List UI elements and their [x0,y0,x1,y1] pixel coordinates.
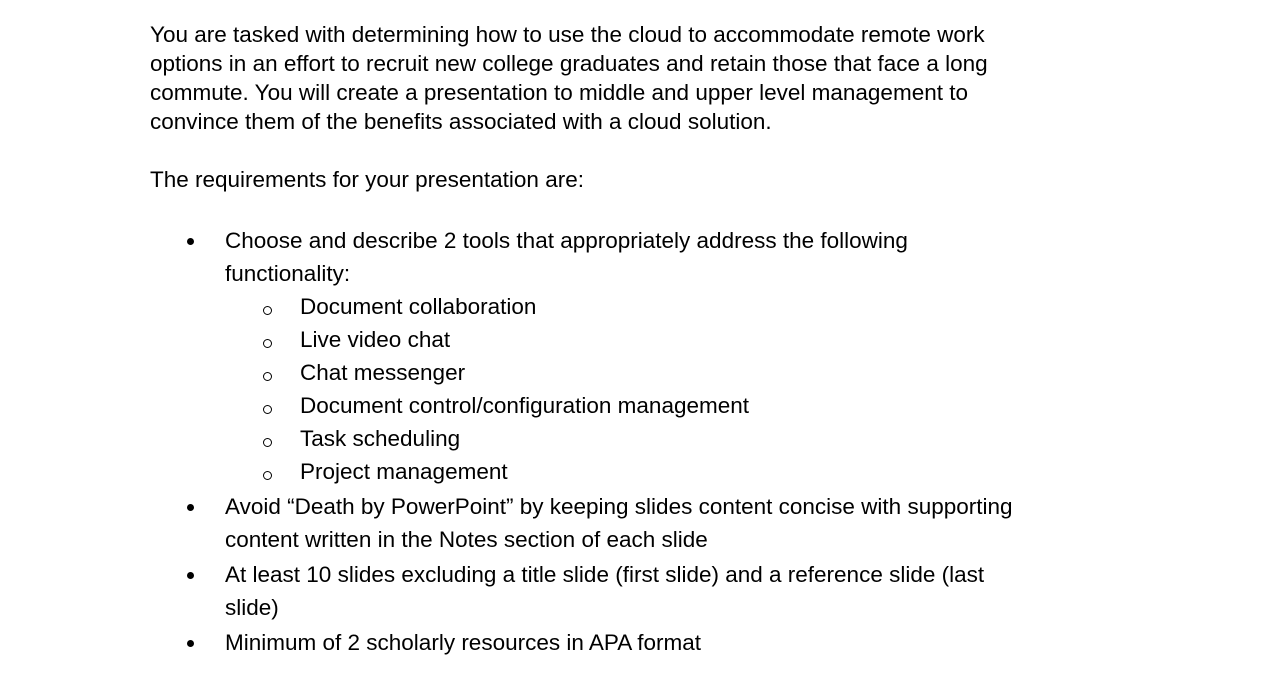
functionality-item [225,323,1150,356]
requirement-text-line: Avoid “Death by PowerPoint” by keeping slides content concise with supporting [225,494,1013,519]
functionality-item [225,422,1150,455]
functionality-label: Project management [300,459,508,484]
intro-line: options in an effort to recruit new college graduates and retain those that face a long [150,51,988,76]
requirement-item [150,490,1150,556]
functionality-item [225,290,1150,323]
functionality-label: Document control/configuration management [300,393,750,418]
hollow-circle-bullet-icon [263,306,272,315]
hollow-circle-bullet-icon [263,471,272,480]
requirement-item [150,626,1150,659]
functionality-item [225,356,1150,389]
functionality-item [225,389,1150,422]
hollow-circle-bullet-icon [263,405,272,414]
hollow-circle-bullet-icon [263,372,272,381]
hollow-circle-bullet-icon [263,339,272,348]
requirement-text-line: At least 10 slides excluding a title slide (first slide) and a reference slide (last [225,562,985,587]
bullet-icon [187,238,194,245]
bullet-icon [187,504,194,511]
intro-paragraph [150,20,1150,136]
intro-line: You are tasked with determining how to use the cloud to accommodate remote work [150,22,985,47]
requirement-text-line: Choose and describe 2 tools that appropriately address the following [225,228,908,253]
requirement-item [150,224,1150,488]
functionality-sublist [225,290,1150,488]
requirement-text-line: functionality: [225,261,351,286]
requirement-text-line: Minimum of 2 scholarly resources in APA format [225,630,702,655]
intro-line: convince them of the benefits associated with a cloud solution. [150,109,772,134]
functionality-label: Document collaboration [300,294,537,319]
bullet-icon [187,640,194,647]
requirement-item [150,558,1150,624]
functionality-label: Chat messenger [300,360,466,385]
document-body [150,20,1150,661]
requirement-text-line: content written in the Notes section of each slide [225,527,708,552]
functionality-item [225,455,1150,488]
functionality-label: Live video chat [300,327,451,352]
bullet-icon [187,572,194,579]
requirements-heading: The requirements for your presentation are: [150,167,584,192]
hollow-circle-bullet-icon [263,438,272,447]
intro-line: commute. You will create a presentation to middle and upper level management to [150,80,968,105]
functionality-label: Task scheduling [300,426,461,451]
requirement-text-line: slide) [225,595,279,620]
requirements-list [150,224,1150,659]
